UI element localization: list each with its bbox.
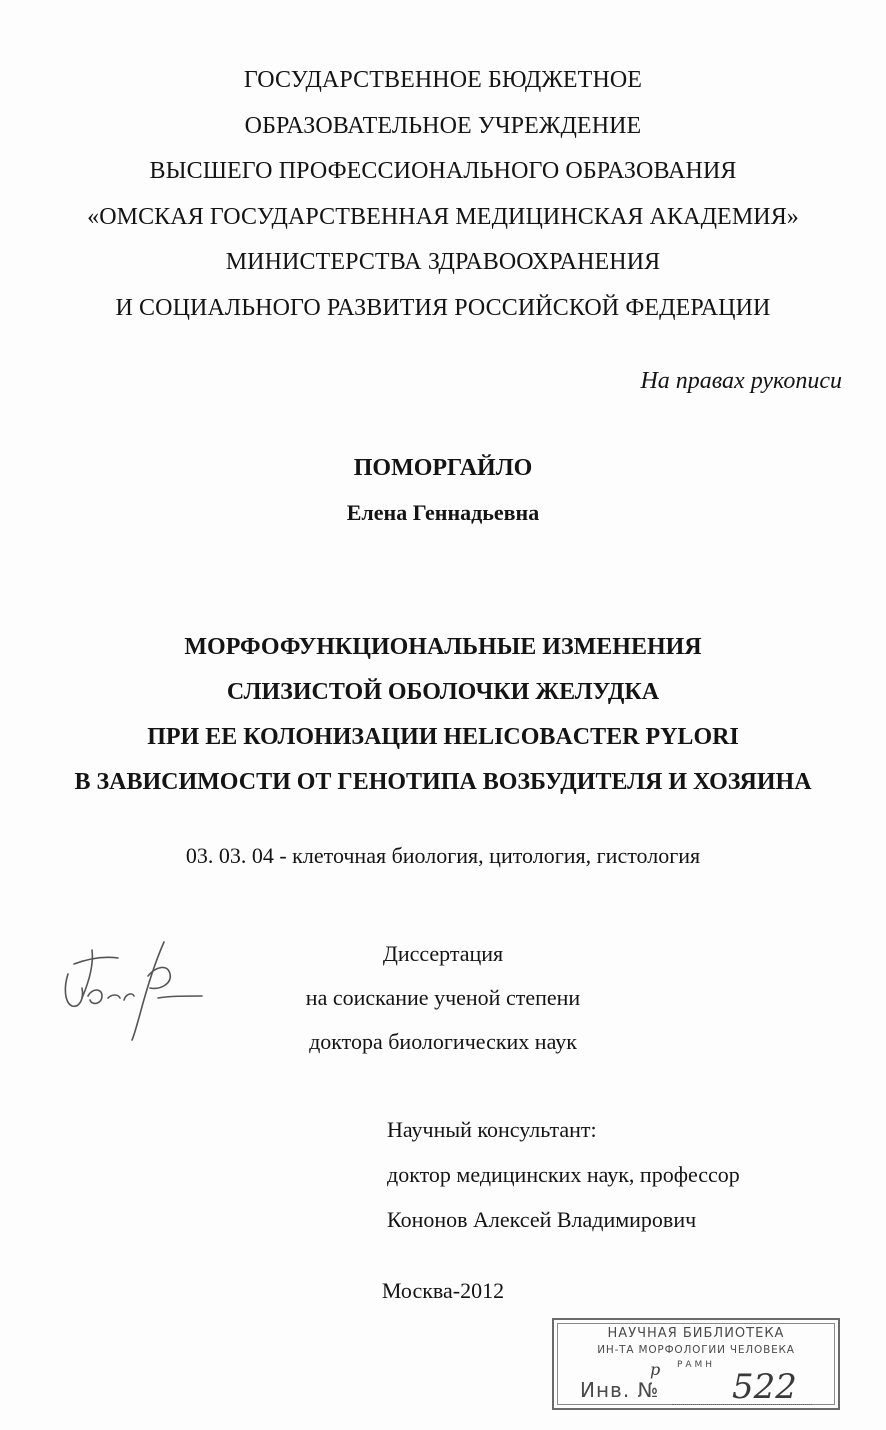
manuscript-note: На правах рукописи — [640, 368, 842, 394]
stamp-inventory-label: Инв. № — [580, 1378, 660, 1402]
specialty-code: 03. 03. 04 - клеточная биология, цитология, гистология — [185, 843, 701, 868]
stamp-library-name: НАУЧНАЯ БИБЛИОТЕКА — [607, 1326, 785, 1341]
stamp-inventory-number: 522 — [732, 1367, 797, 1407]
city-year: Москва-2012 — [381, 1278, 505, 1303]
consultant-line-3: Кононов Алексей Владимирович — [387, 1207, 697, 1232]
library-stamp — [552, 1318, 840, 1410]
header-line-1: ГОСУДАРСТВЕННОЕ БЮДЖЕТНОЕ — [243, 67, 643, 93]
title-line-4: В ЗАВИСИМОСТИ ОТ ГЕНОТИПА ВОЗБУДИТЕЛЯ И ХОЗЯИНА — [74, 769, 812, 795]
institution-header — [0, 58, 886, 331]
author-given-names: Елена Геннадьевна — [346, 500, 540, 525]
degree-line-1: Диссертация — [382, 941, 504, 966]
title-line-1: МОРФОФУНКЦИОНАЛЬНЫЕ ИЗМЕНЕНИЯ — [184, 634, 702, 660]
title-line-2: СЛИЗИСТОЙ ОБОЛОЧКИ ЖЕЛУДКА — [226, 679, 660, 705]
consultant-line-2: доктор медицинских наук, профессор — [387, 1162, 740, 1187]
header-line-3: ВЫСШЕГО ПРОФЕССИОНАЛЬНОГО ОБРАЗОВАНИЯ — [149, 158, 737, 184]
handwritten-signature-icon — [52, 936, 212, 1046]
degree-line-2: на соискание ученой степени — [305, 985, 581, 1010]
title-line-3: ПРИ ЕЕ КОЛОНИЗАЦИИ HELICOBACTER PYLORI — [147, 724, 739, 750]
stamp-institute-name: ИН-ТА МОРФОЛОГИИ ЧЕЛОВЕКА — [597, 1344, 795, 1356]
dissertation-title — [0, 625, 886, 805]
header-line-5: МИНИСТЕРСТВА ЗДРАВООХРАНЕНИЯ — [225, 249, 661, 275]
header-line-6: И СОЦИАЛЬНОГО РАЗВИТИЯ РОССИЙСКОЙ ФЕДЕРАЦИИ — [115, 294, 771, 321]
degree-line-3: доктора биологических наук — [309, 1029, 577, 1054]
header-line-2: ОБРАЗОВАТЕЛЬНОЕ УЧРЕЖДЕНИЕ — [244, 112, 642, 139]
scientific-consultant — [387, 1107, 740, 1242]
consultant-line-1: Научный консультант: — [387, 1117, 597, 1142]
stamp-academy-name: РАМН — [676, 1360, 716, 1370]
author-surname: ПОМОРГАЙЛО — [353, 455, 533, 481]
stamp-handwritten-letter: р — [650, 1360, 661, 1379]
header-line-4: «ОМСКАЯ ГОСУДАРСТВЕННАЯ МЕДИЦИНСКАЯ АКАДЕМИЯ» — [87, 203, 799, 230]
